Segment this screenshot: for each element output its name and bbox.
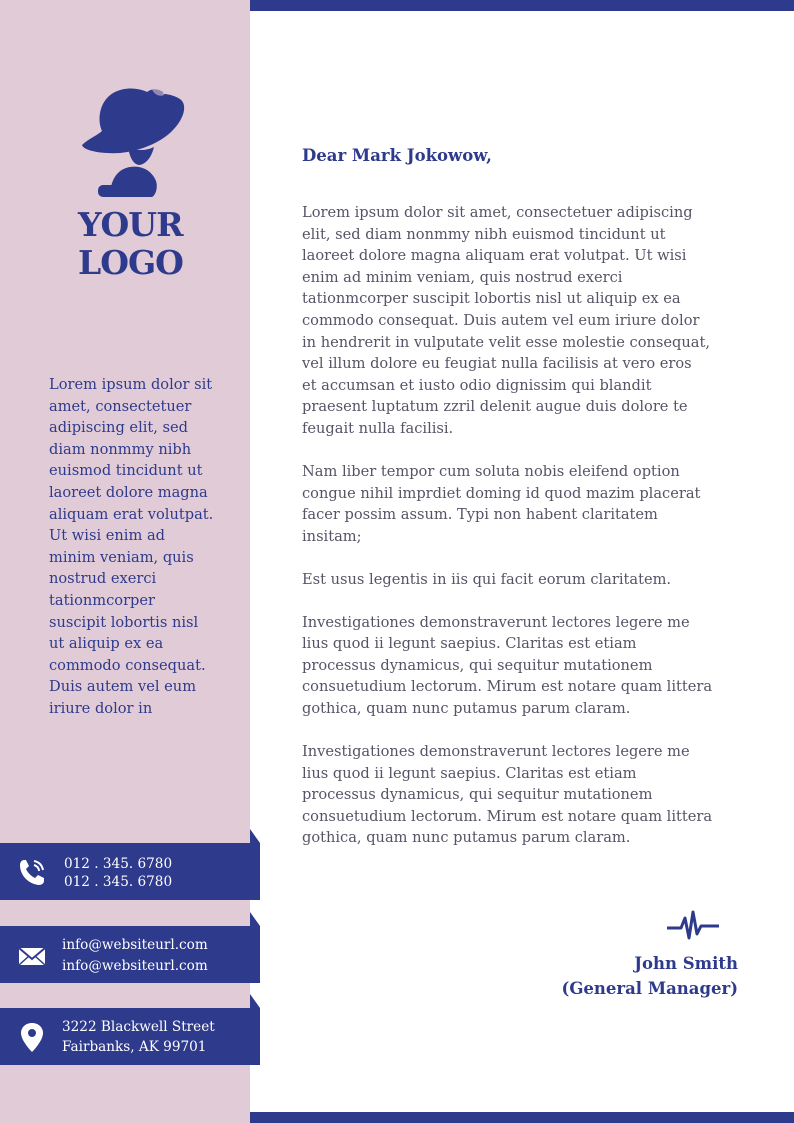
- logo-line-2: LOGO: [78, 243, 183, 282]
- top-accent-bar: [250, 0, 794, 11]
- bar-tab: [250, 994, 260, 1008]
- sidebar-blurb: Lorem ipsum dolor sit amet, consectetuer adipiscing elit, sed diam nonmmy nibh euismod tincidunt ut laoreet dolore magna aliquam erat volutpat. Ut wisi enim ad minim veniam, quis nostrud exerci tationmcorper suscipit lobortis nisl ut aliquip ex ea commodo consequat. Duis autem vel eum iriure dolor in: [49, 376, 214, 717]
- signer-block: [562, 952, 738, 1001]
- location-pin-icon: [18, 1022, 46, 1052]
- salutation: Dear Mark Jokowow,: [302, 146, 492, 165]
- envelope-icon: [18, 940, 46, 970]
- paragraph-4: Investigationes demonstraverunt lectores legere me lius quod ii legunt saepius. Claritas est etiam processus dynamicus, qui sequitur mutationem consuetudium lectorum. Mirum est notare quam littera gothica, quam nunc putamus parum claram.: [302, 613, 713, 718]
- paragraph-2: Nam liber tempor cum soluta nobis eleifend option congue nihil imprdiet doming id quod mazim placerat facer possim assum. Typi non habent claritatem insitam;: [302, 462, 701, 545]
- paragraph-3: Est usus legentis in iis qui facit eorum claritatem.: [302, 570, 672, 588]
- logo-text: [78, 206, 218, 282]
- address-line-2: Fairbanks, AK 99701: [62, 1039, 207, 1055]
- phone-line-1[interactable]: 012 . 345. 6780: [64, 856, 173, 872]
- address-line-1: 3222 Blackwell Street: [62, 1019, 215, 1035]
- bottom-accent-bar: [250, 1112, 794, 1123]
- bar-tab: [250, 829, 260, 843]
- signature-icon: [667, 908, 719, 942]
- hat-figure-icon: [80, 85, 192, 200]
- paragraph-5: Investigationes demonstraverunt lectores legere me lius quod ii legunt saepius. Claritas est etiam processus dynamicus, qui sequitur mutationem consuetudium lectorum. Mirum est notare quam littera gothica, quam nunc putamus parum claram.: [302, 743, 713, 847]
- contact-email-bar: [0, 926, 260, 983]
- phone-icon: [18, 857, 46, 887]
- email-line-2[interactable]: info@websiteurl.com: [62, 958, 208, 974]
- paragraph-1: Lorem ipsum dolor sit amet, consectetuer adipiscing elit, sed diam nonmmy nibh euismod tincidunt ut laoreet dolore magna aliquam erat volutpat. Ut wisi enim ad minim veniam, quis nostrud exerci tationmcorper suscipit lobortis nisl ut aliquip ex ea commodo consequat. Duis autem vel eum iriure dolor in hendrerit in vulputate velit esse molestie consequat, vel illum dolore eu feugiat nulla facilisis at vero eros et accumsan et iusto odio dignissim qui blandit praesent luptatum zzril delenit augue duis dolore te feugait nulla facilisi.: [302, 204, 710, 437]
- logo-line-1: YOUR: [78, 205, 183, 244]
- contact-address-bar: [0, 1008, 260, 1065]
- phone-line-2[interactable]: 012 . 345. 6780: [64, 874, 173, 890]
- bar-tab: [250, 912, 260, 926]
- contact-phone-bar: [0, 843, 260, 900]
- signer-title: (General Manager): [561, 978, 738, 998]
- letter-body: [302, 202, 742, 870]
- signer-name: John Smith: [634, 954, 738, 973]
- email-line-1[interactable]: info@websiteurl.com: [62, 937, 208, 953]
